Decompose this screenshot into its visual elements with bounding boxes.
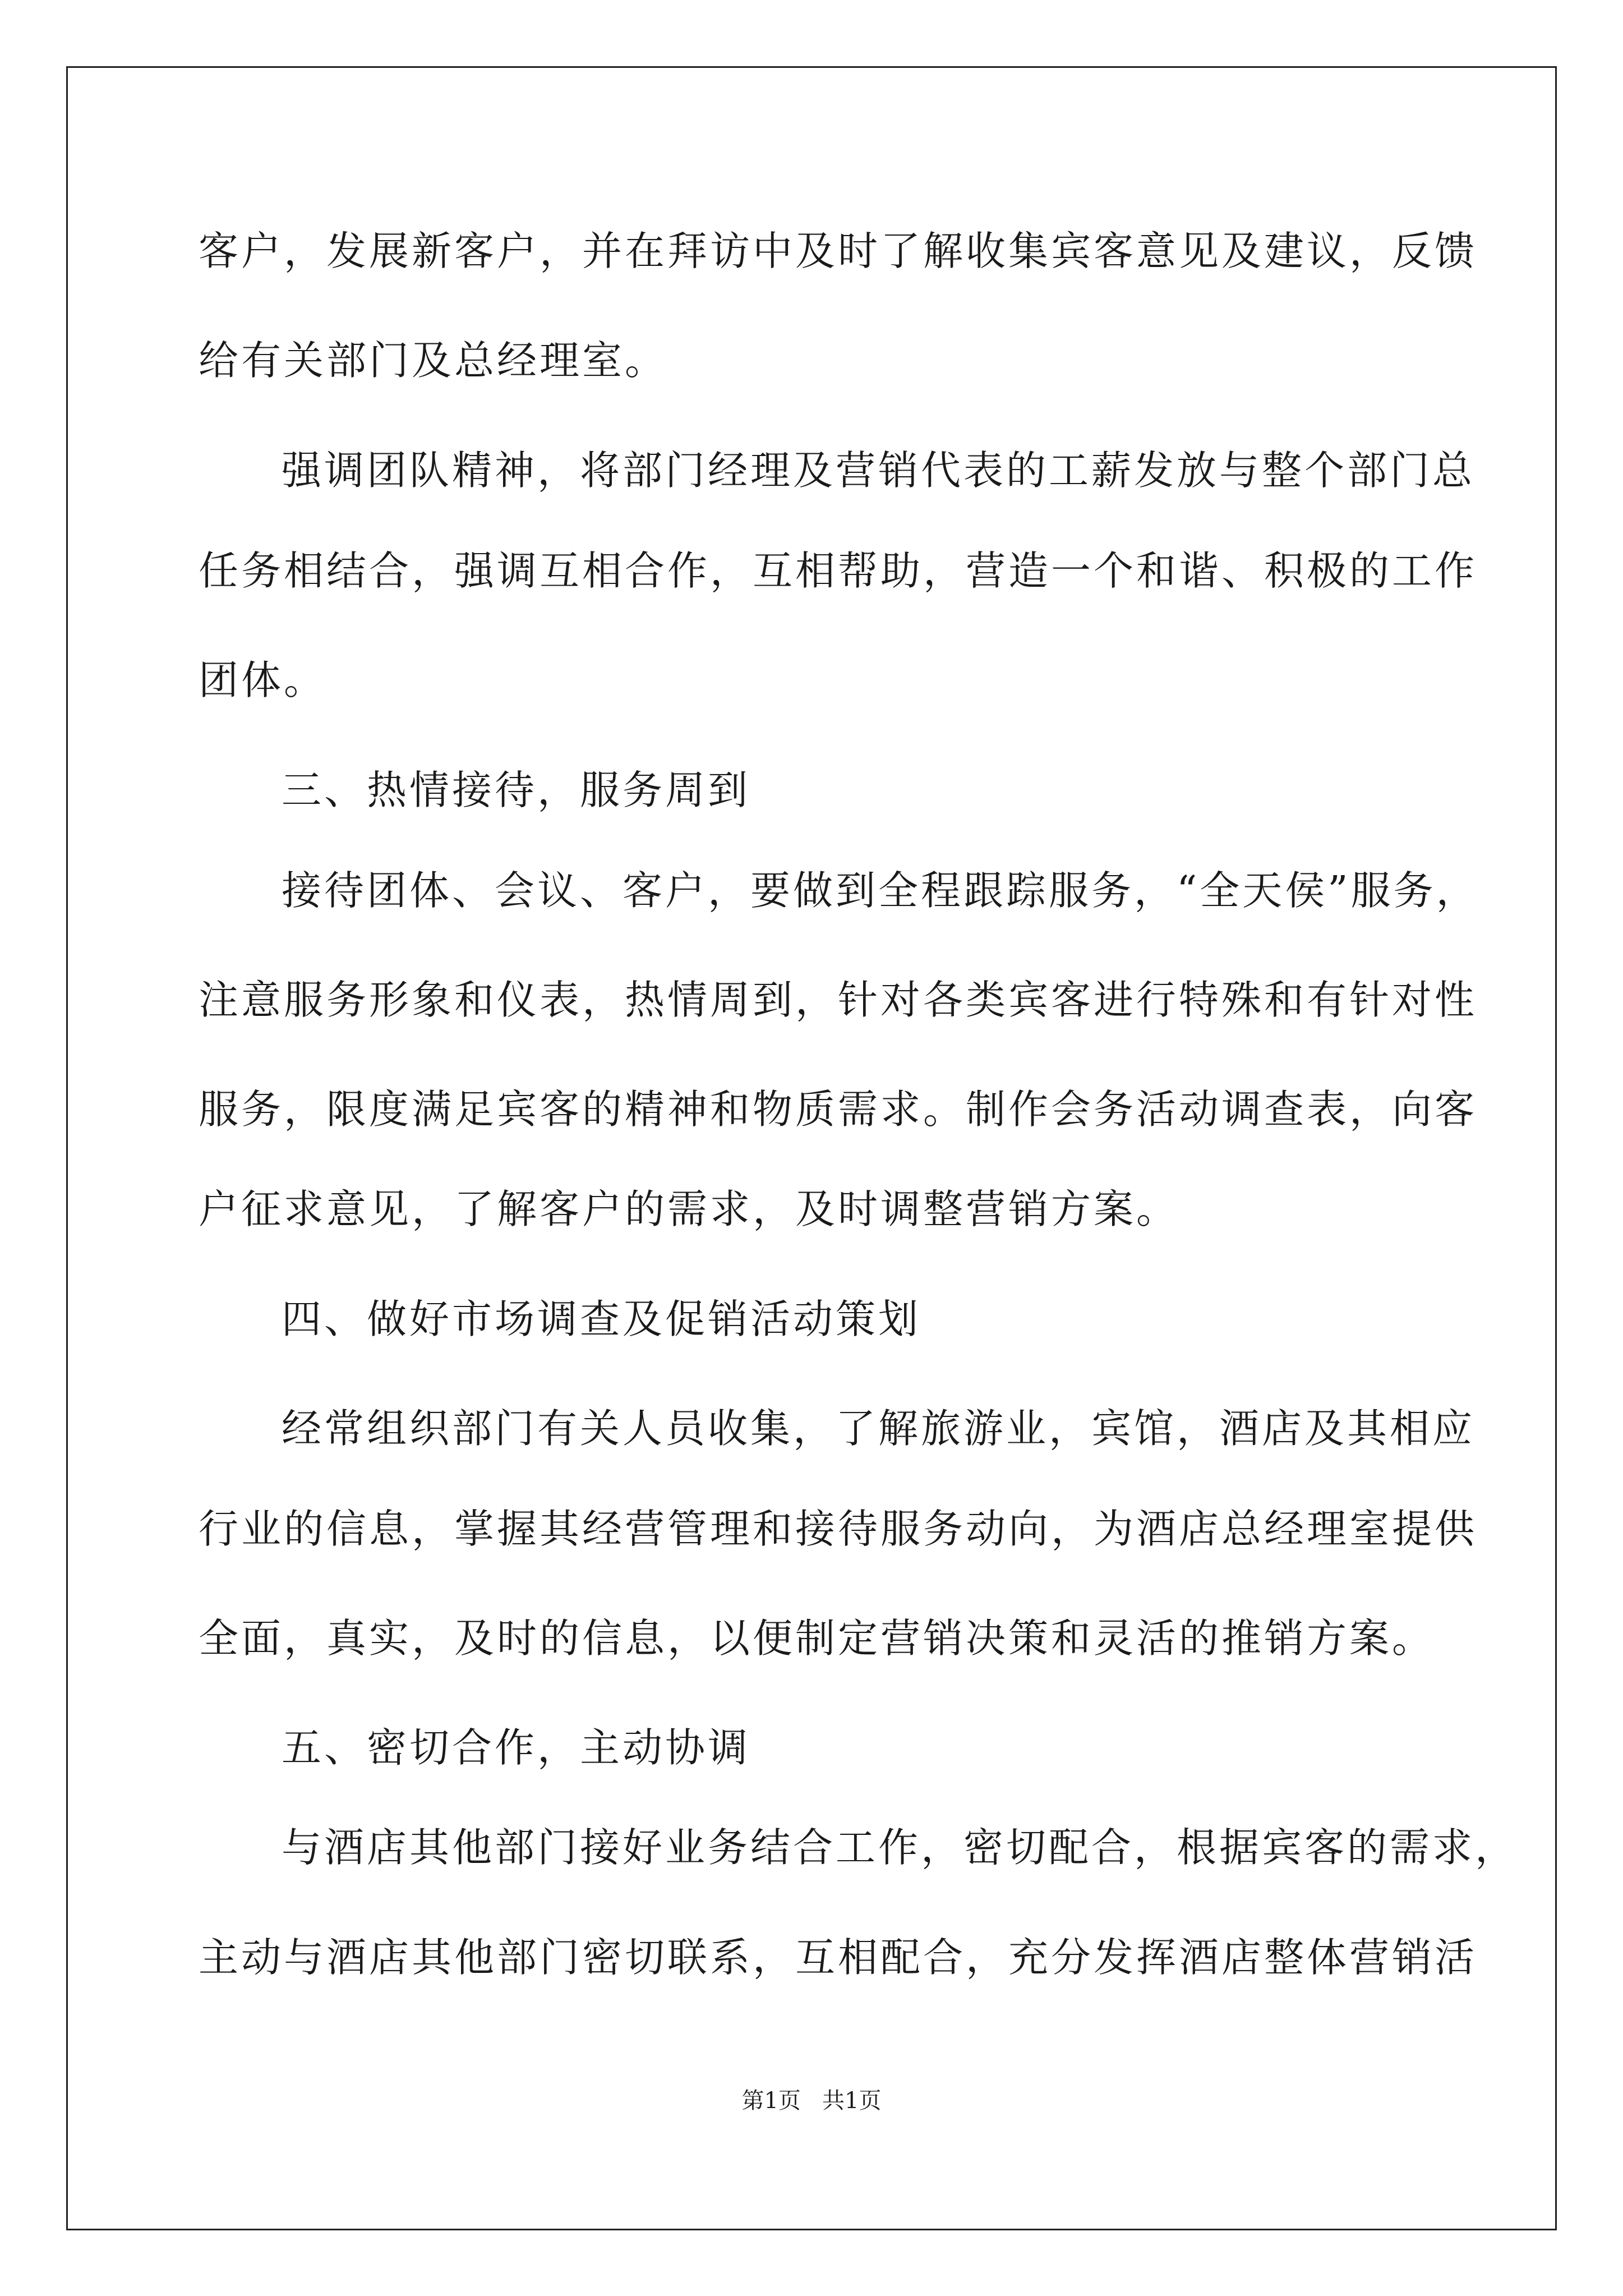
paragraph-line: 任务相结合，强调互相合作，互相帮助，营造一个和谐、积极的工作 xyxy=(199,547,1478,594)
paragraph-line: 接待团体、会议、客户，要做到全程跟踪服务，“全天侯”服务， xyxy=(282,867,1479,914)
page-border xyxy=(66,66,1557,2230)
paragraph-line: 行业的信息，掌握其经营管理和接待服务动向，为酒店总经理室提供 xyxy=(199,1506,1478,1552)
paragraph-line: 与酒店其他部门接好业务结合工作，密切配合，根据宾客的需求， xyxy=(282,1824,1518,1871)
paragraph-line: 强调团队精神，将部门经理及营销代表的工薪发放与整个部门总 xyxy=(282,447,1476,494)
section-heading: 三、热情接待，服务周到 xyxy=(282,767,751,813)
paragraph-line: 给有关部门及总经理室。 xyxy=(199,337,668,384)
paragraph-line: 全面，真实，及时的信息，以便制定营销决策和灵活的推销方案。 xyxy=(199,1615,1435,1662)
paragraph-line: 注意服务形象和仪表，热情周到，针对各类宾客进行特殊和有针对性 xyxy=(199,977,1478,1023)
paragraph-line: 团体。 xyxy=(199,657,327,703)
section-heading: 四、做好市场调查及促销活动策划 xyxy=(282,1296,921,1342)
paragraph-line: 服务，限度满足宾客的精神和物质需求。制作会务活动调查表，向客 xyxy=(199,1086,1478,1133)
paragraph-line: 经常组织部门有关人员收集，了解旅游业，宾馆，酒店及其相应 xyxy=(282,1405,1476,1452)
section-heading: 五、密切合作，主动协调 xyxy=(282,1724,751,1771)
paragraph-line: 户征求意见，了解客户的需求，及时调整营销方案。 xyxy=(199,1186,1179,1232)
page-number-footer: 第1页 共1页 xyxy=(741,2088,882,2114)
paragraph-line: 主动与酒店其他部门密切联系，互相配合，充分发挥酒店整体营销活 xyxy=(199,1934,1478,1981)
paragraph-line: 客户，发展新客户，并在拜访中及时了解收集宾客意见及建议，反馈 xyxy=(199,228,1478,274)
